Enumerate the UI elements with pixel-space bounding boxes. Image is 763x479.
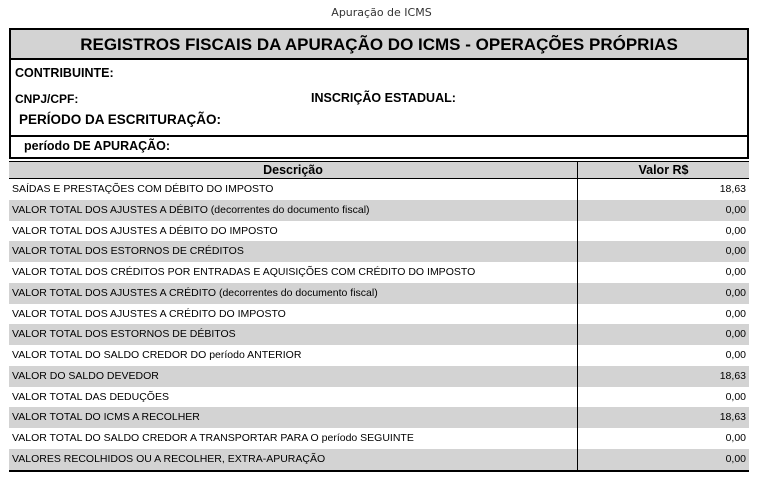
row-valor: 0,00 <box>725 224 746 237</box>
row-descricao: VALOR TOTAL DOS AJUSTES A CRÉDITO (decorrentes do documento fiscal) <box>9 283 578 304</box>
row-descricao: VALOR TOTAL DOS AJUSTES A DÉBITO DO IMPOSTO <box>9 221 578 242</box>
row-valor: 0,00 <box>725 245 746 258</box>
row-valor: 0,00 <box>725 390 746 403</box>
table-row <box>9 262 749 283</box>
section-divider <box>9 135 749 137</box>
inscricao-estadual-label: INSCRIÇÃO ESTADUAL: <box>311 91 456 105</box>
table-row <box>9 179 749 200</box>
row-descricao: VALOR TOTAL DOS CRÉDITOS POR ENTRADAS E AQUISIÇÕES COM CRÉDITO DO IMPOSTO <box>9 262 578 283</box>
table-row <box>9 387 749 408</box>
column-header-descricao: Descrição <box>9 162 578 178</box>
row-descricao: VALOR TOTAL DO ICMS A RECOLHER <box>9 407 578 428</box>
column-header-valor: Valor R$ <box>638 163 689 177</box>
row-valor: 0,00 <box>725 452 746 465</box>
periodo-apuracao-label: período DE APURAÇÃO: <box>24 139 171 153</box>
apuracao-table <box>9 161 749 472</box>
row-descricao: VALOR TOTAL DAS DEDUÇÕES <box>9 387 578 408</box>
row-descricao: VALOR TOTAL DO SALDO CREDOR A TRANSPORTAR PARA O período SEGUINTE <box>9 428 578 449</box>
row-descricao: VALOR TOTAL DO SALDO CREDOR DO período ANTERIOR <box>9 345 578 366</box>
table-header <box>9 161 749 179</box>
table-row <box>9 324 749 345</box>
row-valor: 0,00 <box>725 203 746 216</box>
row-valor: 0,00 <box>725 349 746 361</box>
table-row <box>9 283 749 304</box>
row-valor: 18,63 <box>719 411 746 424</box>
row-descricao: VALOR DO SALDO DEVEDOR <box>9 366 578 387</box>
report-title: REGISTROS FISCAIS DA APURAÇÃO DO ICMS - OPERAÇÕES PRÓPRIAS <box>11 30 747 60</box>
periodo-escrituracao-label: PERÍODO DA ESCRITURAÇÃO: <box>19 112 222 127</box>
row-descricao: VALOR TOTAL DOS AJUSTES A CRÉDITO DO IMPOSTO <box>9 304 578 325</box>
row-descricao: VALORES RECOLHIDOS OU A RECOLHER, EXTRA-APURAÇÃO <box>9 449 578 470</box>
row-valor: 0,00 <box>725 286 746 299</box>
row-valor: 0,00 <box>725 328 746 341</box>
row-valor: 18,63 <box>719 369 746 382</box>
cnpj-label: CNPJ/CPF: <box>15 92 79 106</box>
table-row <box>9 200 749 221</box>
table-bottom-rule <box>9 470 749 472</box>
row-valor: 18,63 <box>719 183 746 195</box>
contribuinte-label: CONTRIBUINTE: <box>15 66 114 80</box>
table-row <box>9 428 749 449</box>
row-descricao: SAÍDAS E PRESTAÇÕES COM DÉBITO DO IMPOSTO <box>9 179 578 200</box>
table-body <box>9 179 749 470</box>
table-row <box>9 345 749 366</box>
table-row <box>9 449 749 470</box>
row-descricao: VALOR TOTAL DOS ESTORNOS DE DÉBITOS <box>9 324 578 345</box>
row-valor: 0,00 <box>725 432 746 444</box>
table-row <box>9 241 749 262</box>
row-descricao: VALOR TOTAL DOS ESTORNOS DE CRÉDITOS <box>9 241 578 262</box>
table-row <box>9 366 749 387</box>
table-row <box>9 407 749 428</box>
window-title: Apuração de ICMS <box>331 6 432 19</box>
row-descricao: VALOR TOTAL DOS AJUSTES A DÉBITO (decorrentes do documento fiscal) <box>9 200 578 221</box>
row-valor: 0,00 <box>725 266 746 278</box>
row-valor: 0,00 <box>725 307 746 320</box>
table-row <box>9 304 749 325</box>
table-row <box>9 221 749 242</box>
